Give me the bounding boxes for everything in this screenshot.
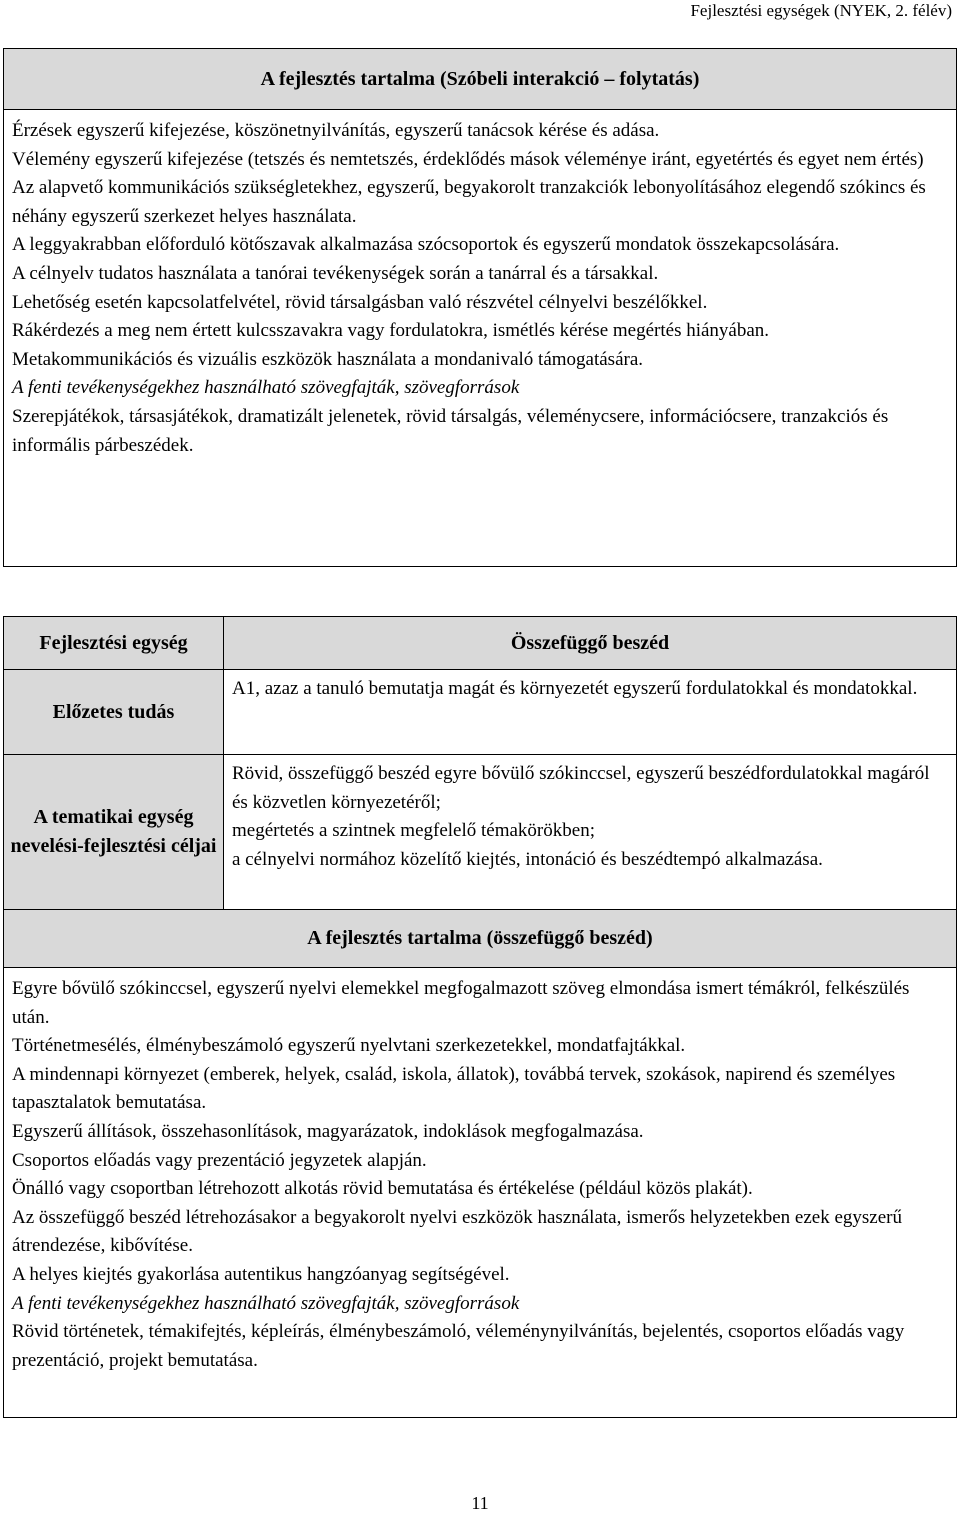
coherent-speech-table (3, 616, 957, 1418)
section1-paragraph: A célnyelv tudatos használata a tanórai tevékenységek során a tanárral és a társakkal. (12, 262, 659, 284)
section2-sources: Rövid történetek, témakifejtés, képleírás, élménybeszámoló, véleménynyilvánítás, bejelentés, csoportos előadás vagy prezentáció, projekt bemutatása. (12, 1321, 905, 1371)
section1-paragraph: Vélemény egyszerű kifejezése (tetszés és nemtetszés, érdeklődés mások véleménye iránt, egyetértés és egyet nem értés) (12, 148, 924, 170)
goals-label: A tematikai egység nevelési-fejlesztési céljai (4, 755, 224, 910)
prior-knowledge-label: Előzetes tudás (4, 670, 224, 755)
section1-paragraph: Lehetőség esetén kapcsolatfelvétel, rövid társalgásban való részvétel célnyelvi beszélőkkel. (12, 291, 708, 313)
section2-paragraph: Egyszerű állítások, összehasonlítások, magyarázatok, indoklások megfogalmazása. (12, 1120, 644, 1142)
section2-paragraph: A helyes kiejtés gyakorlása autentikus hangzóanyag segítségével. (12, 1263, 510, 1285)
section1-paragraph: Az alapvető kommunikációs szükségletekhez, egyszerű, begyakorolt tranzakciók lebonyolításához elegendő szókincs és néhány egyszerű szerkezet helyes használata. (12, 177, 926, 227)
section2-paragraph: Történetmesélés, élménybeszámoló egyszerű nyelvtani szerkezetekkel, mondatfajtákkal. (12, 1035, 686, 1057)
interaction-content-table (3, 48, 957, 567)
goals-value (224, 755, 957, 910)
goals-line: Rövid, összefüggő beszéd egyre bővülő szókinccsel, egyszerű beszédfordulatokkal magáról és közvetlen környezetéről; (232, 763, 930, 813)
section2-sources-label: A fenti tevékenységekhez használható szövegfajták, szövegforrások (12, 1292, 520, 1314)
section1-paragraph: Rákérdezés a meg nem értett kulcsszavakra vagy fordulatokra, ismétlés kérése megértés hiányában. (12, 320, 770, 342)
section1-sources: Szerepjátékok, társasjátékok, dramatizált jelenetek, rövid társalgás, véleménycsere, információcsere, tranzakciós és informális párbeszédek. (12, 405, 889, 456)
section2-paragraph: A mindennapi környezet (emberek, helyek, család, iskola, állatok), továbbá tervek, szokások, napirend és személyes tapasztalatok bemutatása. (12, 1063, 896, 1114)
prior-knowledge-value: A1, azaz a tanuló bemutatja magát és környezetét egyszerű fordulatokkal és mondatokkal. (224, 670, 957, 755)
section2-paragraph: Egyre bővülő szókinccsel, egyszerű nyelvi elemekkel megfogalmazott szöveg elmondása ismert témákról, felkészülés után. (12, 978, 910, 1028)
section2-title: A fejlesztés tartalma (összefüggő beszéd) (4, 910, 957, 968)
section2-body (4, 968, 957, 1418)
section1-body (4, 110, 957, 567)
section1-paragraph: Érzések egyszerű kifejezése, köszönetnyilvánítás, egyszerű tanácsok kérése és adása. (12, 120, 660, 141)
goals-line: megértetés a szintnek megfelelő témakörökben; (232, 820, 595, 842)
section2-paragraph: Csoportos előadás vagy prezentáció jegyzetek alapján. (12, 1149, 427, 1171)
section2-paragraph: Az összefüggő beszéd létrehozásakor a begyakorolt nyelvi eszközök használata, ismerős helyzetekben ezek egyszerű átrendezése, kibővítése. (12, 1206, 902, 1257)
section1-sources-label: A fenti tevékenységekhez használható szövegfajták, szövegforrások (12, 377, 520, 399)
page-number: 11 (471, 1493, 489, 1513)
section2-paragraph: Önálló vagy csoportban létrehozott alkotás rövid bemutatása és értékelése (például közös plakát). (12, 1178, 753, 1200)
section1-paragraph: Metakommunikációs és vizuális eszközök használata a mondanivaló támogatására. (12, 348, 644, 370)
page-header: Fejlesztési egységek (NYEK, 2. félév) (690, 1, 952, 20)
goals-line: a célnyelvi normához közelítő kiejtés, intonáció és beszédtempó alkalmazása. (232, 848, 823, 870)
unit-label: Fejlesztési egység (4, 617, 224, 670)
section1-title: A fejlesztés tartalma (Szóbeli interakció – folytatás) (4, 49, 957, 110)
section1-paragraph: A leggyakrabban előforduló kötőszavak alkalmazása szócsoportok és egyszerű mondatok összekapcsolására. (12, 234, 840, 256)
unit-value: Összefüggő beszéd (224, 617, 957, 670)
